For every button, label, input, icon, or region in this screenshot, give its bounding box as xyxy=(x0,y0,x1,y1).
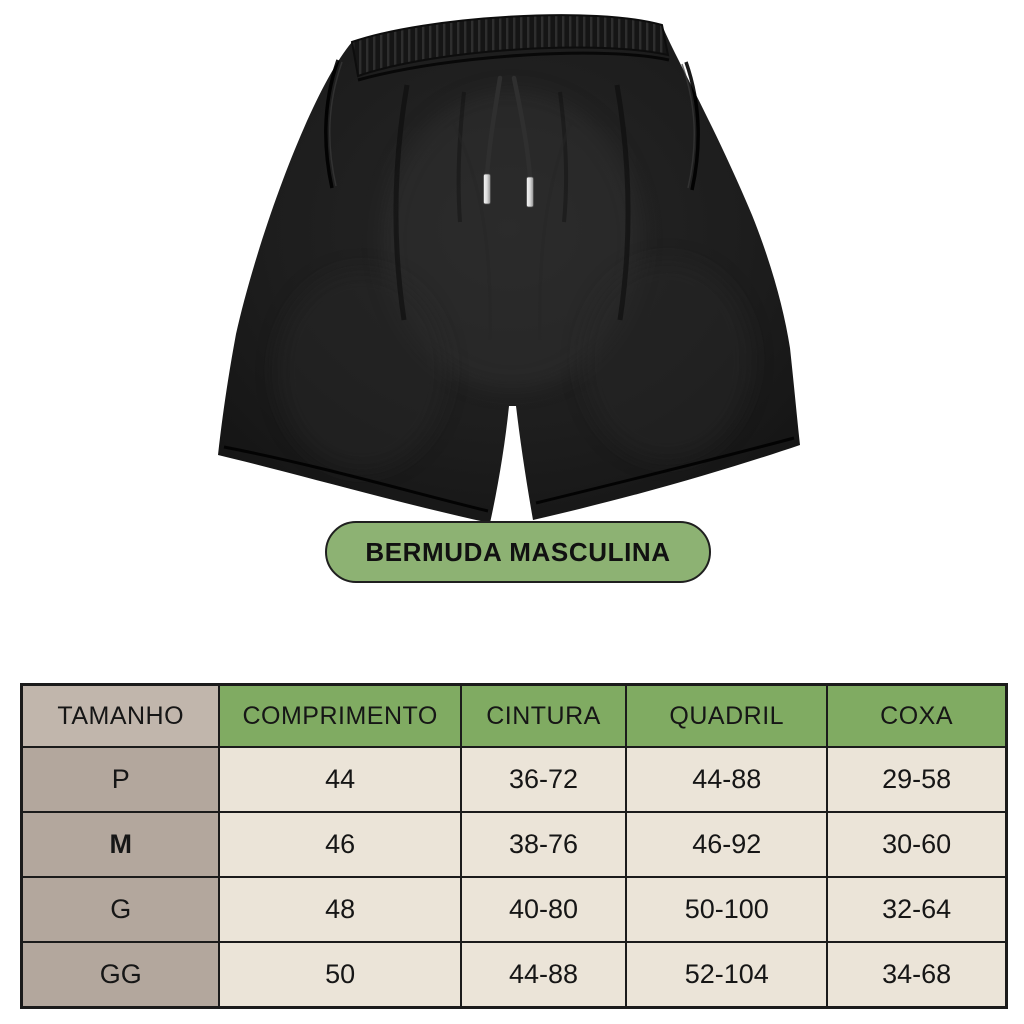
size-row-gg xyxy=(22,942,1007,1008)
quadril-value: 44-88 xyxy=(626,747,827,812)
size-label: P xyxy=(22,747,220,812)
size-row-g xyxy=(22,877,1007,942)
column-header-tamanho: TAMANHO xyxy=(22,685,220,748)
cintura-value: 36-72 xyxy=(461,747,626,812)
quadril-value: 46-92 xyxy=(626,812,827,877)
shorts-product-image xyxy=(206,0,818,530)
cintura-value: 40-80 xyxy=(461,877,626,942)
cintura-value: 44-88 xyxy=(461,942,626,1008)
size-row-m xyxy=(22,812,1007,877)
comprimento-value: 44 xyxy=(219,747,460,812)
quadril-value: 50-100 xyxy=(626,877,827,942)
cintura-value: 38-76 xyxy=(461,812,626,877)
size-label: GG xyxy=(22,942,220,1008)
coxa-value: 32-64 xyxy=(827,877,1006,942)
size-label: M xyxy=(22,812,220,877)
product-badge xyxy=(325,521,711,583)
comprimento-value: 48 xyxy=(219,877,460,942)
coxa-value: 30-60 xyxy=(827,812,1006,877)
comprimento-value: 50 xyxy=(219,942,460,1008)
size-chart-table xyxy=(20,683,1008,1009)
comprimento-value: 46 xyxy=(219,812,460,877)
product-badge-label: BERMUDA MASCULINA xyxy=(365,536,671,567)
left-aglet xyxy=(484,174,491,204)
coxa-value: 34-68 xyxy=(827,942,1006,1008)
column-header-comprimento: COMPRIMENTO xyxy=(219,685,460,748)
column-header-quadril: QUADRIL xyxy=(626,685,827,748)
column-header-cintura: CINTURA xyxy=(461,685,626,748)
size-row-p xyxy=(22,747,1007,812)
size-label: G xyxy=(22,877,220,942)
right-aglet xyxy=(527,177,534,207)
column-header-coxa: COXA xyxy=(827,685,1006,748)
quadril-value: 52-104 xyxy=(626,942,827,1008)
size-chart-header-row xyxy=(22,685,1007,748)
coxa-value: 29-58 xyxy=(827,747,1006,812)
